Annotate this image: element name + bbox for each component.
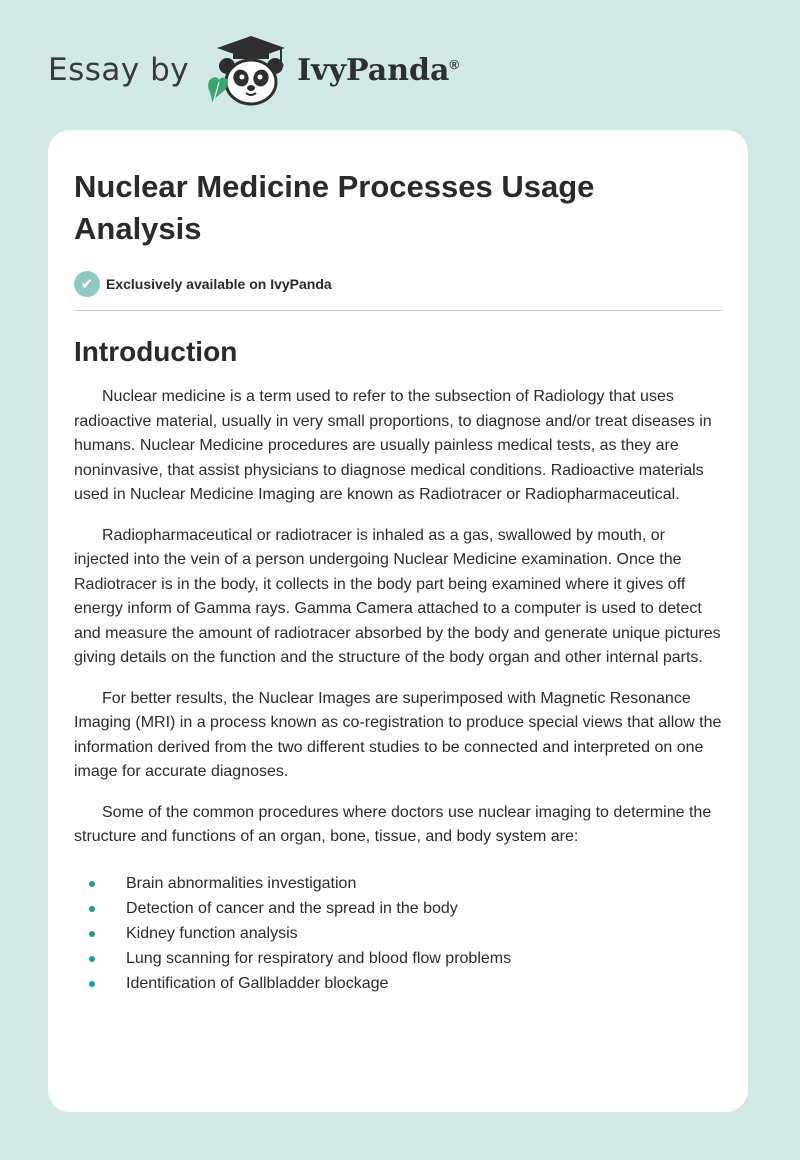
panda-logo-icon (203, 30, 295, 110)
divider (74, 310, 722, 311)
article-title: Nuclear Medicine Processes Usage Analysis (74, 169, 595, 246)
list-item-text: Identification of Gallbladder blockage (126, 975, 389, 992)
paragraph: Some of the common procedures where doctors use nuclear imaging to determine the structure and functions of an organ, bone, tissue, and body system are: (74, 803, 712, 845)
list-item (74, 897, 722, 922)
list-item (74, 972, 722, 997)
bullet-dot-icon (89, 981, 95, 987)
list-item (74, 947, 722, 972)
exclusive-label: Exclusively available on IvyPanda (106, 276, 332, 292)
brand-name: IvyPanda® (297, 52, 460, 88)
bullet-dot-icon (89, 906, 95, 912)
paragraph: Nuclear medicine is a term used to refer to the subsection of Radiology that uses radioactive material, usually in very small proportions, to diagnose and/or treat diseases in humans. Nuclear Medicine procedures are usually painless medical tests, as they are noninvasive, that assist physicians to diagnose medical conditions. Radioactive materials used in Nuclear Medicine Imaging are known as Radiotracer or Radiopharmaceutical. (74, 388, 712, 503)
list-item-text: Detection of cancer and the spread in the body (126, 900, 458, 917)
paragraph: Radiopharmaceutical or radiotracer is inhaled as a gas, swallowed by mouth, or injected into the vein of a person undergoing Nuclear Medicine examination. Once the Radiotracer is in the body, it collects in the body part being examined where it gives off energy inform of Gamma rays. Gamma Camera attached to a computer is used to detect and measure the amount of radiotracer absorbed by the body and generate unique pictures giving details on the function and the structure of the body organ and other internal parts. (74, 526, 721, 666)
section-heading: Introduction (74, 336, 238, 367)
brand-header (48, 30, 459, 110)
list-item-text: Brain abnormalities investigation (126, 875, 357, 892)
bullet-dot-icon (89, 956, 95, 962)
bullet-dot-icon (89, 881, 95, 887)
list-item (74, 872, 722, 897)
bullet-dot-icon (89, 931, 95, 937)
procedure-list (74, 872, 722, 997)
paragraph: For better results, the Nuclear Images are superimposed with Magnetic Resonance Imaging (MRI) in a process known as co-registration to produce special views that allow the information derived from the two different studies to be connected and interpreted on one image for accurate diagnoses. (74, 689, 722, 780)
list-item-text: Kidney function analysis (126, 925, 298, 942)
checkmark-icon: ✔ (74, 271, 100, 297)
article-card (48, 130, 748, 1112)
list-item-text: Lung scanning for respiratory and blood flow problems (126, 950, 512, 967)
exclusive-badge (74, 270, 722, 298)
list-item (74, 922, 722, 947)
brand-prefix: Essay by (48, 52, 190, 88)
